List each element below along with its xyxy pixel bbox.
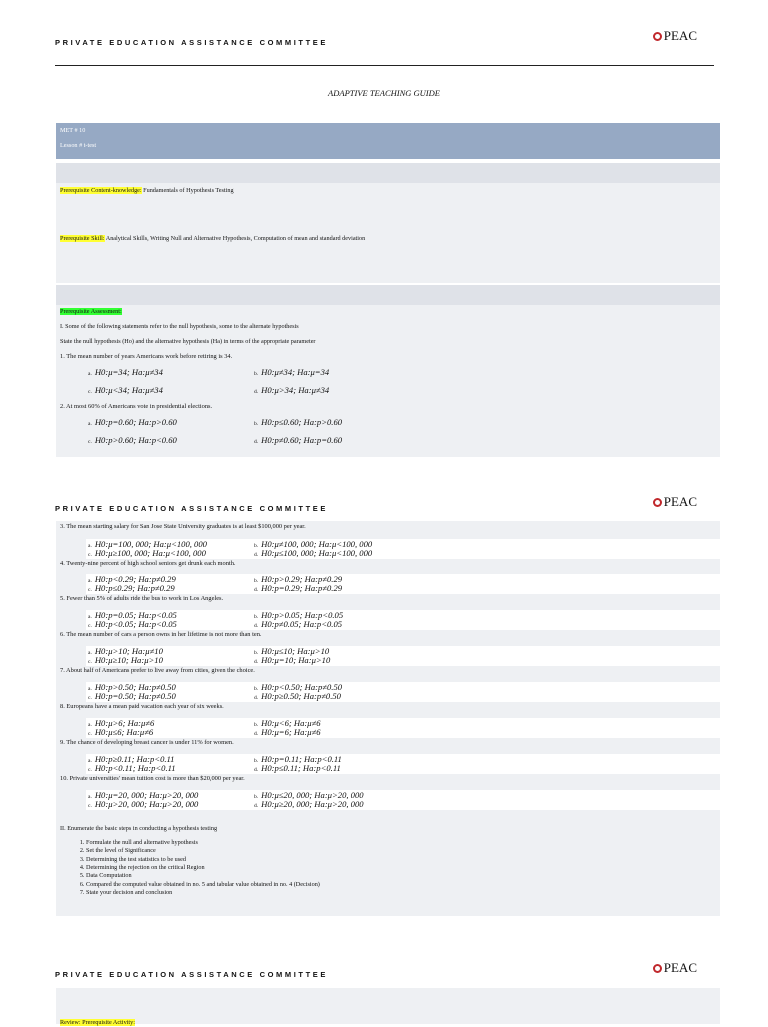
header-rule [55, 65, 714, 66]
options-5 [86, 610, 768, 630]
page3-label-text: Review: Prerequisite Activity: [60, 1019, 135, 1026]
logo-text-2: PEAC [663, 494, 697, 509]
option-10d[interactable]: d. H0:μ≥20, 000; Ha:μ>20, 000 [254, 799, 364, 809]
step-item: 1. Formulate the null and alternative hypothesis [86, 839, 320, 847]
option-2a[interactable]: a. H0:p=0.60; Ha:p>0.60 [88, 417, 177, 427]
option-5b[interactable]: b. H0:p>0.05; Ha:p<0.05 [254, 610, 344, 620]
option-9b[interactable]: b. H0:p=0.11; Ha:p<0.11 [254, 754, 342, 764]
peac-logo-2 [653, 494, 697, 510]
option-10b[interactable]: b. H0:μ≤20, 000; Ha:μ>20, 000 [254, 790, 364, 800]
prereq-content-text: Fundamentals of Hypothesis Testing [141, 187, 234, 194]
logo-text: PEAC [663, 28, 697, 43]
options-4 [86, 574, 768, 594]
options-3 [86, 539, 768, 559]
divider-band [56, 163, 720, 183]
logo-text-3: PEAC [663, 960, 697, 975]
prereq-skill-text: Analytical Skills, Writing Null and Alternative Hypothesis, Computation of mean and standard deviation [104, 235, 366, 242]
divider-band-2 [56, 285, 720, 305]
option-9c[interactable]: c. H0:p<0.11; Ha:p<0.11 [88, 763, 176, 773]
page-title: ADAPTIVE TEACHING GUIDE [328, 88, 440, 98]
peac-logo-icon [653, 32, 662, 41]
question-4: 4. Twenty-nine percent of high school seniors get drunk each month. [60, 560, 236, 567]
option-4b[interactable]: b. H0:p>0.29; Ha:p≠0.29 [254, 574, 343, 584]
prereq-content [60, 187, 234, 195]
step-item: 3. Determining the test statistics to be used [86, 856, 320, 864]
peac-logo-icon-3 [653, 964, 662, 973]
option-5c[interactable]: c. H0:p<0.05; Ha:p<0.05 [88, 619, 177, 629]
lesson-label: Lesson # t-test [60, 142, 97, 149]
met-label: MET # 10 [60, 127, 86, 134]
option-1a[interactable]: a. H0:μ=34; Ha:μ≠34 [88, 367, 163, 377]
option-4a[interactable]: a. H0:p<0.29; Ha:p≠0.29 [88, 574, 176, 584]
option-2c[interactable]: c. H0:p>0.60; Ha:p<0.60 [88, 435, 177, 445]
options-6 [86, 646, 768, 666]
option-7b[interactable]: b. H0:p<0.50; Ha:p≠0.50 [254, 682, 343, 692]
options-10 [86, 790, 768, 810]
option-8b[interactable]: b. H0:μ<6; Ha:μ≠6 [254, 718, 321, 728]
prereq-content-label: Prerequisite Content-knowledge: [60, 187, 142, 194]
assessment-block [56, 305, 720, 457]
option-3b[interactable]: b. H0:μ≠100, 000; Ha:μ<100, 000 [254, 539, 373, 549]
question-2: 2. At most 60% of Americans vote in presidential elections. [60, 403, 213, 410]
option-4c[interactable]: c. H0:p≤0.29; Ha:p≠0.29 [88, 583, 175, 593]
question-3: 3. The mean starting salary for San Jose State University graduates is at least $100,000 per year. [60, 523, 306, 530]
page-header-2 [55, 494, 715, 524]
org-name-3: PRIVATE EDUCATION ASSISTANCE COMMITTEE [55, 970, 328, 979]
option-1d[interactable]: d. H0:μ>34; Ha:μ≠34 [254, 385, 330, 395]
peac-logo-icon-2 [653, 498, 662, 507]
part2-title: II. Enumerate the basic steps in conducting a hypothesis testing [60, 825, 218, 832]
page-header [55, 28, 715, 58]
option-10c[interactable]: c. H0:μ>20, 000; Ha:μ>20, 000 [88, 799, 199, 809]
org-name: PRIVATE EDUCATION ASSISTANCE COMMITTEE [55, 38, 328, 47]
option-5a[interactable]: a. H0:p=0.05; Ha:p<0.05 [88, 610, 177, 620]
instruction-2: State the null hypothesis (Ho) and the alternative hypothesis (Ha) in terms of the appropriate parameter [60, 338, 316, 345]
options-8 [86, 718, 768, 738]
prereq-skill [60, 235, 365, 243]
org-name-2: PRIVATE EDUCATION ASSISTANCE COMMITTEE [55, 504, 328, 513]
option-6c[interactable]: c. H0:μ≥10; Ha:μ>10 [88, 655, 163, 665]
met-band [56, 123, 720, 159]
option-4d[interactable]: d. H0:p=0.29; Ha:p≠0.29 [254, 583, 343, 593]
steps-list [56, 839, 320, 898]
option-7d[interactable]: d. H0:p≥0.50; Ha:p≠0.50 [254, 691, 341, 701]
question-7: 7. About half of Americans prefer to live away from cities, given the choice. [60, 667, 255, 674]
page-header-3 [55, 960, 715, 990]
question-9: 9. The chance of developing breast cancer is under 11% for women. [60, 739, 234, 746]
option-6b[interactable]: b. H0:μ≤10; Ha:μ>10 [254, 646, 330, 656]
option-6d[interactable]: d. H0:μ=10; Ha:μ>10 [254, 655, 331, 665]
question-10: 10. Private universities' mean tuition cost is more than $20,000 per year. [60, 775, 245, 782]
option-7c[interactable]: c. H0:p=0.50; Ha:p≠0.50 [88, 691, 176, 701]
option-10a[interactable]: a. H0:μ=20, 000; Ha:μ>20, 000 [88, 790, 199, 800]
options-9 [86, 754, 768, 774]
option-7a[interactable]: a. H0:p>0.50; Ha:p≠0.50 [88, 682, 176, 692]
option-1c[interactable]: c. H0:μ<34; Ha:μ≠34 [88, 385, 163, 395]
option-8a[interactable]: a. H0:μ>6; Ha:μ≠6 [88, 718, 155, 728]
page3-block [56, 988, 720, 1024]
options-7 [86, 682, 768, 702]
option-9d[interactable]: d. H0:p≤0.11; Ha:p<0.11 [254, 763, 341, 773]
instruction-1: I. Some of the following statements refer to the null hypothesis, some to the alternate hypothesis [60, 323, 299, 330]
prereq-skill-label: Prerequisite Skill: [60, 235, 105, 242]
peac-logo [653, 28, 697, 44]
step-item: 2. Set the level of Significance [86, 847, 320, 855]
option-3a[interactable]: a. H0:μ=100, 000; Ha:μ<100, 000 [88, 539, 207, 549]
option-6a[interactable]: a. H0:μ>10; Ha:μ≠10 [88, 646, 163, 656]
page3-label [60, 1019, 135, 1027]
question-6: 6. The mean number of cars a person owns in her lifetime is not more than ten. [60, 631, 262, 638]
assessment-label-text: Prerequisite Assessment: [60, 308, 122, 315]
option-8d[interactable]: d. H0:μ=6; Ha:μ≠6 [254, 727, 321, 737]
option-8c[interactable]: c. H0:μ≤6; Ha:μ≠6 [88, 727, 154, 737]
option-1b[interactable]: b. H0:μ≠34; Ha:μ=34 [254, 367, 330, 377]
prerequisites-block [56, 183, 720, 283]
option-2d[interactable]: d. H0:p≠0.60; Ha:p=0.60 [254, 435, 343, 445]
step-item: 6. Compared the computed value obtained in no. 5 and tabular value obtained in no. 4 (Decision) [86, 881, 320, 889]
assessment-label [60, 308, 122, 316]
question-1: 1. The mean number of years Americans work before retiring is 34. [60, 353, 233, 360]
step-item: 4. Determining the rejection on the critical Region [86, 864, 320, 872]
peac-logo-3 [653, 960, 697, 976]
question-8: 8. Europeans have a mean paid vacation each year of six weeks. [60, 703, 224, 710]
step-item: 7. State your decision and conclusion [86, 889, 320, 897]
option-5d[interactable]: d. H0:p≠0.05; Ha:p<0.05 [254, 619, 343, 629]
option-9a[interactable]: a. H0:p≥0.11; Ha:p<0.11 [88, 754, 175, 764]
question-5: 5. Fewer than 5% of adults ride the bus to work in Los Angeles. [60, 595, 224, 602]
option-2b[interactable]: b. H0:p≤0.60; Ha:p>0.60 [254, 417, 343, 427]
step-item: 5. Data Computation [86, 872, 320, 880]
questions-block [56, 521, 720, 916]
option-3c[interactable]: c. H0:μ≥100, 000; Ha:μ<100, 000 [88, 548, 206, 558]
option-3d[interactable]: d. H0:μ≤100, 000; Ha:μ<100, 000 [254, 548, 373, 558]
